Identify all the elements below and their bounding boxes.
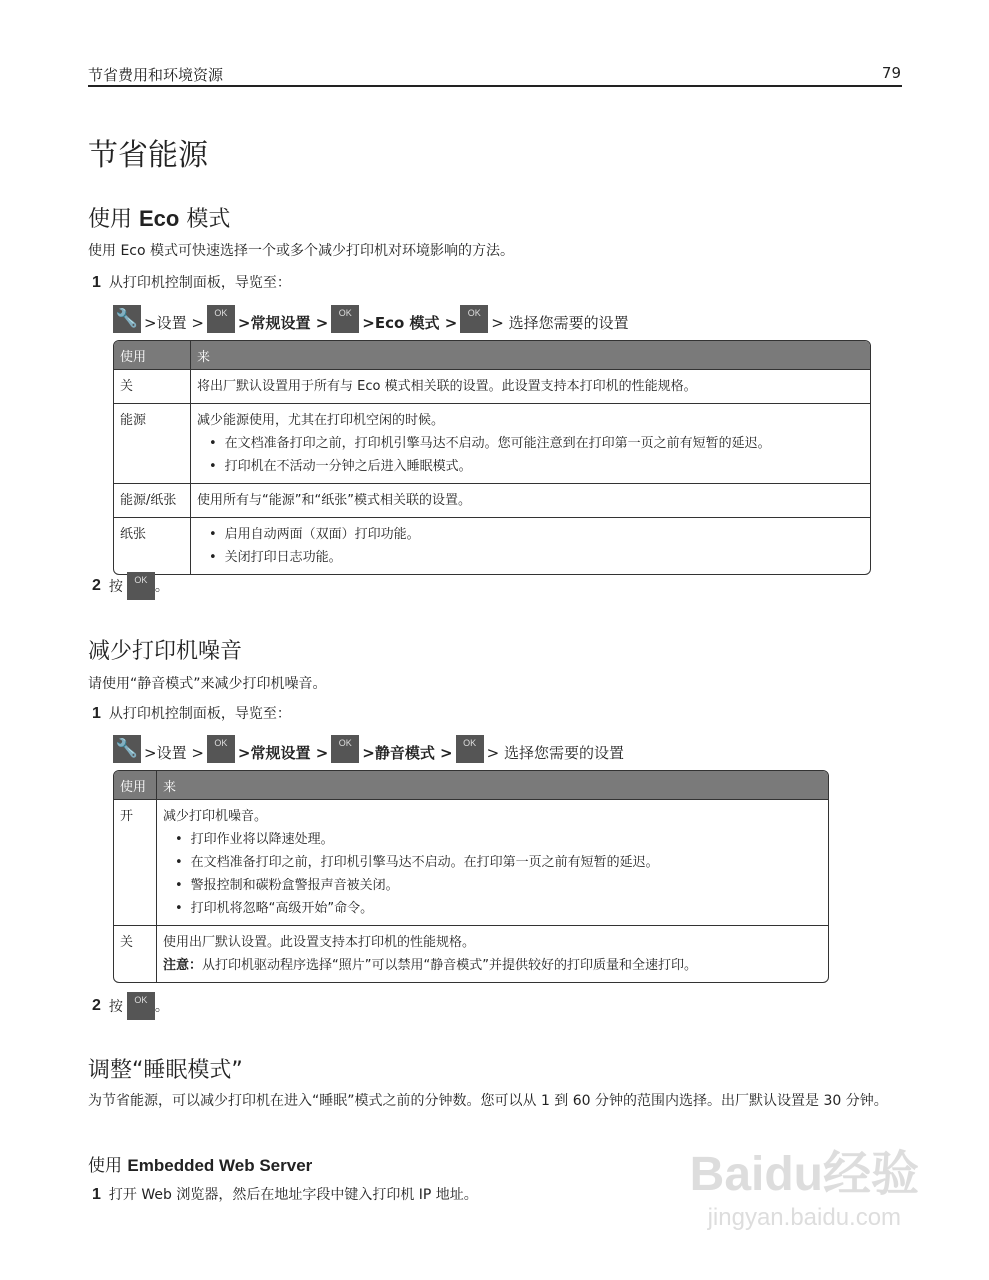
note-label: 注意：	[163, 958, 203, 973]
bullet: • 在文档准备打印之前，打印机引擎马达不启动。在打印第一页之前有短暂的延迟。	[175, 851, 822, 874]
table-row	[114, 517, 870, 574]
eco-table	[113, 340, 871, 575]
quiet-nav-path	[113, 735, 624, 763]
sleep-step-1	[92, 1184, 478, 1204]
ok-button-icon: OK	[127, 992, 155, 1020]
bullet: • 在文档准备打印之前，打印机引擎马达不启动。您可能注意到在打印第一页之前有短暂的延迟。	[209, 432, 864, 455]
watermark-logo: Baidu经验	[689, 1148, 919, 1201]
ok-button-icon: OK	[331, 305, 359, 333]
bullet: • 打印作业将以降速处理。	[175, 828, 822, 851]
eco-nav-path	[113, 305, 629, 333]
heading-text: 使用	[88, 1156, 128, 1176]
table-row	[114, 799, 828, 925]
nav-step: >Eco 模式 >	[362, 314, 458, 332]
bullet: • 关闭打印日志功能。	[209, 546, 864, 569]
table-row	[114, 403, 870, 483]
row-text: 减少能源使用，尤其在打印机空闲的时候。	[197, 413, 445, 428]
row-label: 能源	[114, 403, 190, 483]
quiet-step-1	[92, 703, 291, 723]
quiet-step-2	[92, 992, 169, 1020]
table-row	[114, 483, 870, 517]
step-number: 2	[92, 997, 101, 1014]
heading-bold: Eco	[139, 206, 180, 231]
eco-step-1	[92, 272, 291, 292]
ok-button-icon: OK	[460, 305, 488, 333]
bullet: • 打印机将忽略“高级开始”命令。	[175, 897, 822, 920]
watermark-url: jingyan.baidu.com	[707, 1204, 902, 1231]
step-number: 1	[92, 1186, 101, 1203]
column-header: 来	[156, 771, 828, 799]
wrench-icon: 🔧	[113, 305, 141, 333]
bullet: • 启用自动两面（双面）打印功能。	[209, 523, 864, 546]
note	[163, 954, 822, 977]
step-text: 按	[108, 579, 123, 595]
eco-intro: 使用 Eco 模式可快速选择一个或多个减少打印机对环境影响的方法。	[88, 243, 515, 259]
nav-step: >常规设置 >	[237, 744, 329, 762]
running-header: 节省费用和环境资源	[88, 66, 224, 84]
table-row	[114, 925, 828, 982]
nav-step: >设置 >	[144, 744, 204, 762]
sleep-subheading	[88, 1151, 312, 1176]
step-text: 。	[154, 999, 169, 1015]
row-text: 使用出厂默认设置。此设置支持本打印机的性能规格。	[163, 935, 476, 950]
nav-step: >常规设置 >	[237, 314, 329, 332]
nav-step: >设置 >	[144, 314, 204, 332]
wrench-icon: 🔧	[113, 735, 141, 763]
row-label: 能源/纸张	[114, 483, 190, 517]
header-rule	[88, 85, 902, 87]
nav-step: > 选择您需要的设置	[491, 314, 629, 332]
row-text: 将出厂默认设置用于所有与 Eco 模式相关联的设置。此设置支持本打印机的性能规格。	[190, 369, 870, 403]
step-text: 。	[154, 579, 169, 595]
heading-bold: Embedded Web Server	[127, 1156, 313, 1175]
step-text: 从打印机控制面板，导览至：	[108, 275, 291, 291]
eco-heading	[88, 202, 230, 233]
step-text: 按	[108, 999, 123, 1015]
row-label: 关	[114, 925, 156, 982]
ok-button-icon: OK	[331, 735, 359, 763]
eco-step-2	[92, 572, 169, 600]
row-label: 开	[114, 799, 156, 925]
page-title: 节省能源	[88, 138, 208, 173]
nav-step: > 选择您需要的设置	[486, 744, 624, 762]
column-header: 使用	[114, 771, 156, 799]
quiet-heading: 减少打印机噪音	[88, 639, 243, 664]
ok-button-icon: OK	[207, 305, 235, 333]
quiet-table	[113, 770, 829, 983]
heading-text: 模式	[179, 207, 231, 232]
row-label: 关	[114, 369, 190, 403]
bullet: • 警报控制和碳粉盒警报声音被关闭。	[175, 874, 822, 897]
step-text: 打开 Web 浏览器，然后在地址字段中键入打印机 IP 地址。	[108, 1187, 478, 1203]
ok-button-icon: OK	[456, 735, 484, 763]
sleep-intro: 为节省能源，可以减少打印机在进入“睡眠”模式之前的分钟数。您可以从 1 到 60 分钟的范围内选择。出厂默认设置是 30 分钟。	[88, 1093, 888, 1109]
step-number: 1	[92, 274, 101, 291]
column-header: 使用	[114, 341, 190, 369]
bullet: • 打印机在不活动一分钟之后进入睡眠模式。	[209, 455, 864, 478]
note-text: 从打印机驱动程序选择“照片”可以禁用“静音模式”并提供较好的打印质量和全速打印。	[202, 958, 697, 973]
quiet-intro: 请使用“静音模式”来减少打印机噪音。	[88, 676, 327, 692]
page-number: 79	[881, 64, 901, 82]
row-label: 纸张	[114, 517, 190, 574]
heading-text: 使用	[88, 207, 139, 232]
ok-button-icon: OK	[207, 735, 235, 763]
sleep-heading: 调整“睡眠模式”	[88, 1058, 243, 1083]
baidu-watermark	[690, 1135, 919, 1232]
row-text: 使用所有与“能源”和“纸张”模式相关联的设置。	[190, 483, 870, 517]
step-text: 从打印机控制面板，导览至：	[108, 706, 291, 722]
table-row	[114, 369, 870, 403]
row-text: 减少打印机噪音。	[163, 809, 268, 824]
step-number: 1	[92, 705, 101, 722]
column-header: 来	[190, 341, 870, 369]
ok-button-icon: OK	[127, 572, 155, 600]
step-number: 2	[92, 577, 101, 594]
nav-step: >静音模式 >	[362, 744, 453, 762]
